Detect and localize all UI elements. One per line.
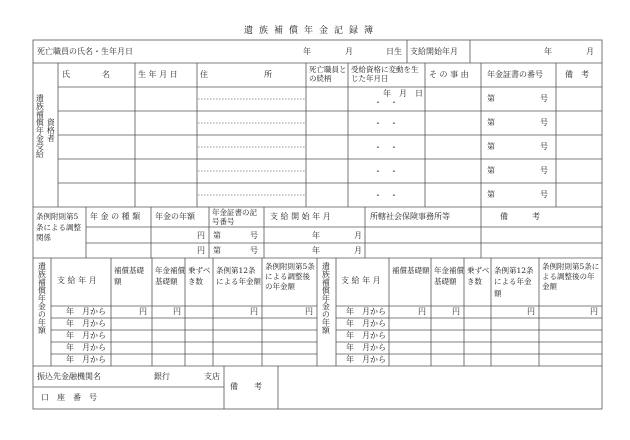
pay-r-row-ym-5: 年 月から bbox=[346, 355, 386, 364]
start-month: 月 bbox=[586, 47, 594, 56]
pay-l-row-ym-2: 年 月から bbox=[66, 319, 106, 328]
cert-go-1: 号 bbox=[540, 94, 548, 103]
bank-remarks: 備 考 bbox=[230, 382, 262, 391]
account-label: 口 座 番 号 bbox=[41, 393, 97, 402]
adjust-office: 所轄社会保険事務所等 bbox=[370, 212, 450, 221]
pay-l-art12: 条例第12条による年金額 bbox=[216, 266, 261, 287]
pay-r-row-ym-1: 年 月から bbox=[346, 307, 386, 316]
col-relation: 死亡職員との続柄 bbox=[309, 65, 347, 83]
adjust-label: 条例附則第5条による調整関係 bbox=[36, 212, 81, 242]
pay-r-adjusted: 条例附則第5条による調整後の年金額 bbox=[542, 262, 600, 292]
pay-l-multiplier: 乗ずべき数 bbox=[188, 266, 211, 287]
change-ymd: 年 月 日 bbox=[383, 89, 423, 98]
pay-r-art12: 条例第12条による年金額 bbox=[494, 266, 534, 298]
adjust-kind: 年 金 の 種 類 bbox=[90, 212, 141, 221]
cert-dai-3: 第 bbox=[487, 142, 495, 151]
page-title: 遺族補償年金記録簿 bbox=[244, 26, 380, 36]
pay-r-row-ym-4: 年 月から bbox=[346, 343, 386, 352]
pay-r-pension-base: 年金補償基礎額 bbox=[434, 266, 464, 287]
deceased-day: 日生 bbox=[386, 47, 402, 56]
pay-l-row-yen-art12: 円 bbox=[250, 307, 258, 316]
adjust-amount: 年金の年額 bbox=[155, 212, 195, 221]
change-dots-1: ・ ・ bbox=[374, 98, 398, 107]
adjust-dai-2: 第 bbox=[213, 246, 221, 255]
recipients-side-label: 遺族補償年金受給 bbox=[35, 94, 45, 158]
adjust-yen-2: 円 bbox=[197, 246, 205, 255]
pay-l-row-ym-4: 年 月から bbox=[66, 343, 106, 352]
col-cert: 年金証書の番号 bbox=[487, 70, 543, 79]
payment-side-label-right: 遺族補償年金の年額 bbox=[321, 262, 331, 334]
pay-l-pension-base: 年金補償基礎額 bbox=[155, 266, 185, 287]
start-label: 支給開始年月 bbox=[410, 47, 458, 56]
bank-branch: 支店 bbox=[204, 372, 220, 381]
pay-l-row-yen-base: 円 bbox=[139, 307, 147, 316]
change-dots-5: ・ ・ bbox=[374, 191, 398, 200]
adjust-remarks: 備 考 bbox=[500, 212, 540, 221]
change-dots-3: ・ ・ bbox=[374, 143, 398, 152]
pay-r-row-yen-adj: 円 bbox=[590, 307, 598, 316]
deceased-label: 死亡職員の氏名・生年月日 bbox=[37, 47, 133, 56]
pay-r-base: 補償基礎額 bbox=[392, 266, 430, 275]
cert-dai-5: 第 bbox=[487, 190, 495, 199]
cert-dai-2: 第 bbox=[487, 118, 495, 127]
col-change: 受給資格に変動を生じた年月日 bbox=[351, 65, 419, 83]
col-remarks: 備 考 bbox=[565, 70, 589, 79]
change-dots-2: ・ ・ bbox=[374, 119, 398, 128]
cert-go-5: 号 bbox=[540, 190, 548, 199]
pay-r-ym: 支 給 年 月 bbox=[341, 276, 381, 285]
pay-r-row-ym-2: 年 月から bbox=[346, 319, 386, 328]
deceased-month: 月 bbox=[345, 47, 353, 56]
change-dots-4: ・ ・ bbox=[374, 167, 398, 176]
bank-bank: 銀行 bbox=[154, 372, 170, 381]
adjust-month-1: 月 bbox=[354, 231, 362, 240]
pay-l-row-yen-pbase: 円 bbox=[173, 307, 181, 316]
col-reason: そ の 事 由 bbox=[429, 70, 469, 79]
pay-l-row-ym-3: 年 月から bbox=[66, 331, 106, 340]
cert-dai-1: 第 bbox=[487, 94, 495, 103]
adjust-yen-1: 円 bbox=[197, 231, 205, 240]
adjust-go-1: 号 bbox=[250, 231, 258, 240]
bank-label: 振込先金融機関名 bbox=[37, 372, 101, 381]
cert-go-4: 号 bbox=[540, 166, 548, 175]
deceased-year: 年 bbox=[303, 47, 311, 56]
pay-l-adjusted: 条例附則第5条による調整後の年金額 bbox=[265, 262, 315, 292]
adjust-month-2: 月 bbox=[354, 246, 362, 255]
pay-r-row-yen-pbase: 円 bbox=[452, 307, 460, 316]
payment-side-label-left: 遺族補償年金の年額 bbox=[37, 262, 47, 334]
adjust-start: 支 給 開 始 年 月 bbox=[270, 212, 331, 221]
adjust-cert: 年金証書の記号番号 bbox=[212, 208, 257, 227]
cert-go-3: 号 bbox=[540, 142, 548, 151]
start-year: 年 bbox=[544, 47, 552, 56]
pay-r-multiplier: 乗ずべき数 bbox=[467, 266, 490, 287]
col-name: 氏 名 bbox=[62, 70, 110, 79]
pay-r-row-yen-base: 円 bbox=[418, 307, 426, 316]
cert-dai-4: 第 bbox=[487, 166, 495, 175]
adjust-dai-1: 第 bbox=[213, 231, 221, 240]
pay-l-ym: 支 給 年 月 bbox=[57, 276, 97, 285]
pay-l-base: 補償基礎額 bbox=[114, 266, 144, 287]
pay-r-row-yen-art12: 円 bbox=[527, 307, 535, 316]
col-dob: 生 年 月 日 bbox=[138, 70, 178, 79]
recipients-side-sub: 資格者 bbox=[46, 118, 56, 142]
cert-go-2: 号 bbox=[540, 118, 548, 127]
pay-l-row-yen-adj: 円 bbox=[305, 307, 313, 316]
pay-l-row-ym-5: 年 月から bbox=[66, 355, 106, 364]
pay-l-row-ym-1: 年 月から bbox=[66, 307, 106, 316]
adjust-go-2: 号 bbox=[250, 246, 258, 255]
pay-r-row-ym-3: 年 月から bbox=[346, 331, 386, 340]
adjust-year-1: 年 bbox=[312, 231, 320, 240]
col-address: 住 所 bbox=[200, 70, 272, 79]
adjust-year-2: 年 bbox=[312, 246, 320, 255]
